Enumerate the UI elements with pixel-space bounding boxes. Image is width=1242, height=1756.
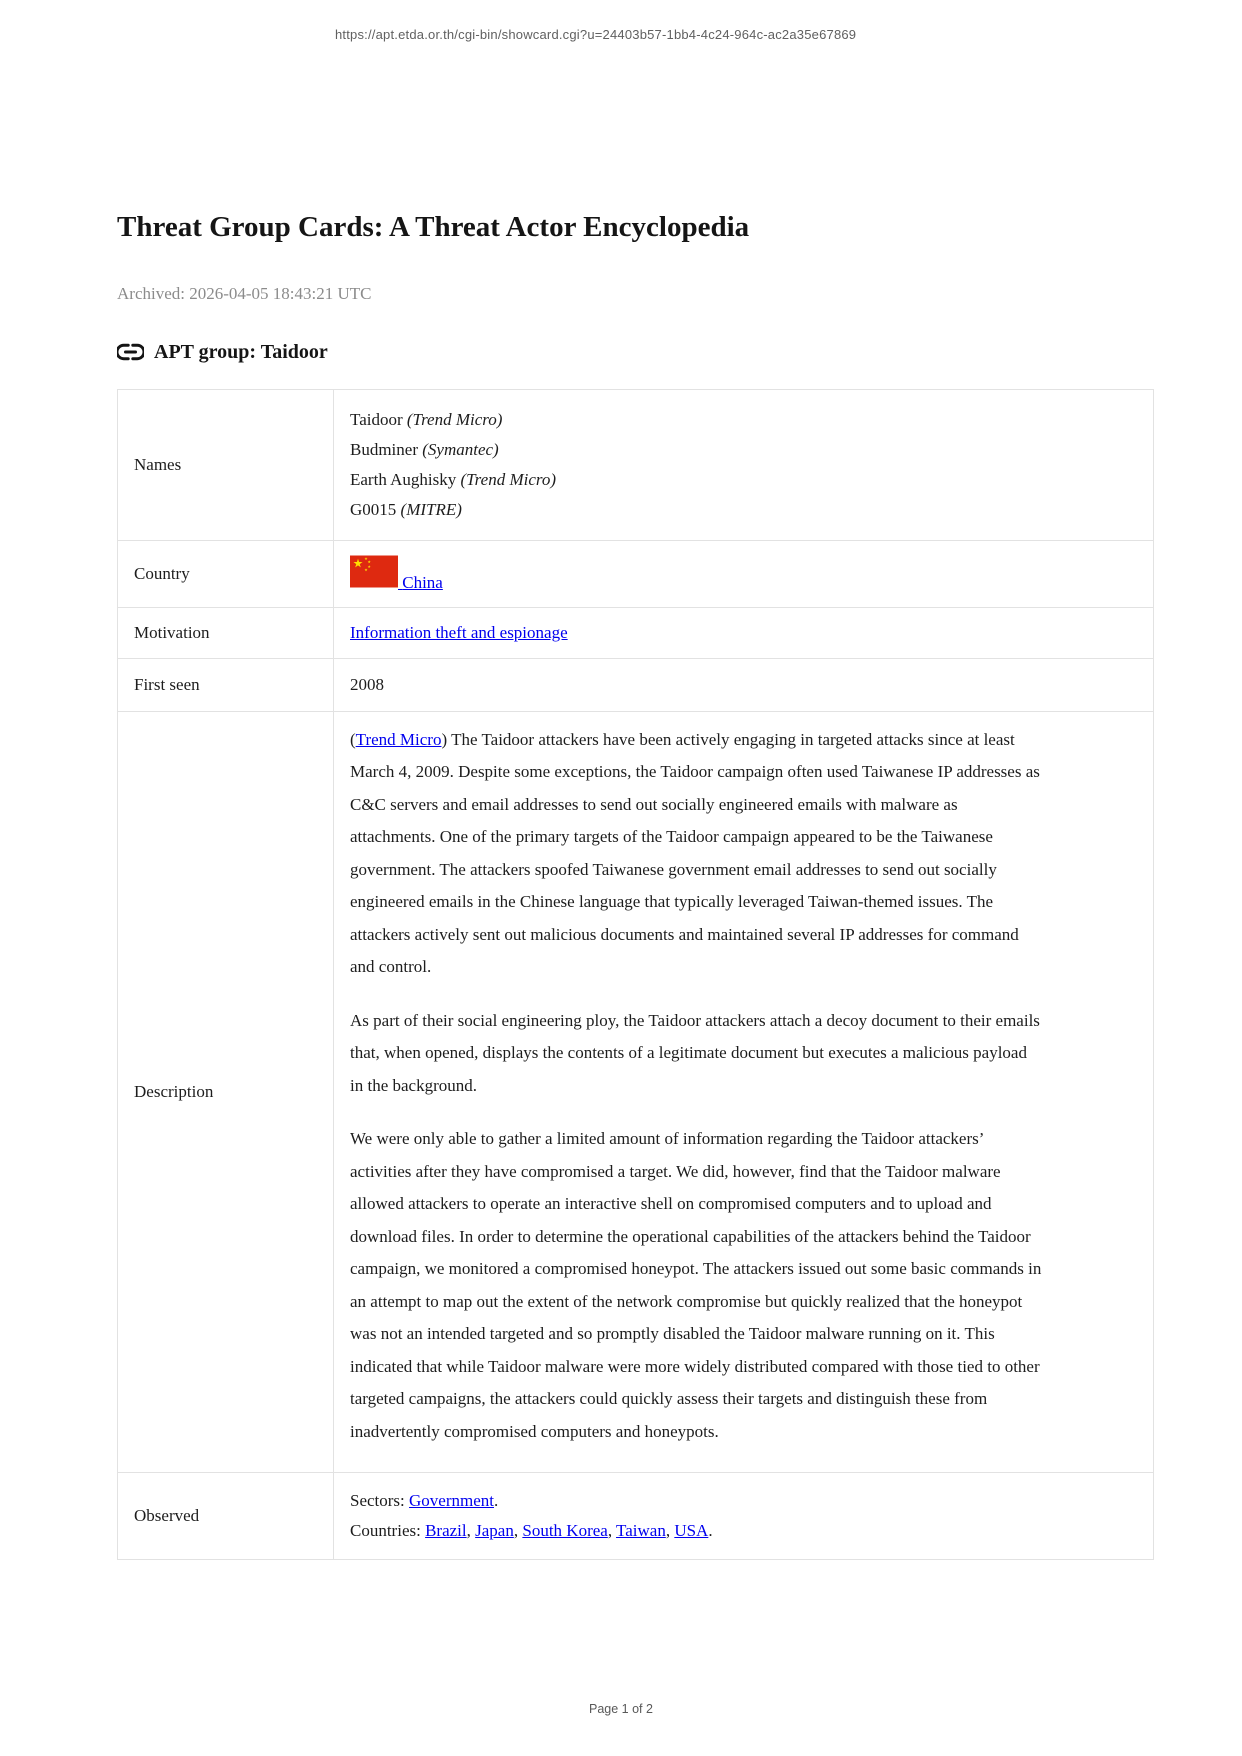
- description-paragraph-1: (Trend Micro) The Taidoor attackers have been actively engaging in targeted attacks since at least March 4, 2009. Despite some exceptions, the Taidoor campaign often used Taiwanese IP addresses as C&C servers and email addresses to send out socially engineered emails with malware as attachments. One of the primary targets of the Taidoor campaign appeared to be the Taiwanese government. The attackers spoofed Taiwanese government email addresses to send out socially engineered emails in the Chinese language that typically leveraged Taiwan-themed issues. The attackers actively sent out malicious documents and maintained several IP addresses for command and control.: [350, 729, 1040, 977]
- first-seen-value: 2008: [334, 658, 1154, 711]
- names-label: Names: [118, 389, 334, 540]
- country-link-brazil[interactable]: Brazil: [425, 1521, 467, 1541]
- country-link-south-korea[interactable]: South Korea: [522, 1521, 608, 1541]
- apt-group-heading: [117, 341, 1154, 364]
- country-link-japan[interactable]: Japan: [475, 1521, 514, 1541]
- description-row: [118, 711, 1154, 1473]
- archived-timestamp: Archived: 2026-04-05 18:43:21 UTC: [117, 283, 372, 303]
- observed-row: [118, 1473, 1154, 1560]
- print-header-url: https://apt.etda.or.th/cgi-bin/showcard.cgi?u=24403b57-1bb4-4c24-964c-ac2a35e67869: [335, 27, 857, 42]
- observed-label: Observed: [118, 1473, 334, 1560]
- observed-countries-line: Countries: Brazil, Japan, South Korea, Taiwan, USA.: [350, 1521, 713, 1541]
- motivation-link[interactable]: Information theft and espionage: [350, 622, 568, 642]
- country-link-taiwan[interactable]: Taiwan: [616, 1521, 666, 1541]
- name-item: G0015 (MITRE): [350, 499, 462, 519]
- country-link[interactable]: China: [350, 555, 443, 593]
- first-seen-label: First seen: [118, 658, 334, 711]
- name-item: Earth Aughisky (Trend Micro): [350, 469, 557, 489]
- description-value-cell: [334, 711, 1154, 1473]
- description-paragraph-2: As part of their social engineering ploy, the Taidoor attackers attach a decoy document to their emails that, when opened, displays the contents of a legitimate document but executes a malicious payload in the background.: [350, 1010, 1040, 1095]
- apt-group-title: APT group: Taidoor: [154, 340, 328, 363]
- observed-sectors-line: Sectors: Government.: [350, 1491, 499, 1511]
- names-row: [118, 389, 1154, 540]
- china-flag-icon: [350, 573, 398, 592]
- description-label: Description: [118, 711, 334, 1473]
- description-paragraph-3: We were only able to gather a limited amount of information regarding the Taidoor attackers’ activities after they have compromised a target. We did, however, find that the Taidoor malware allowed attackers to operate an interactive shell on compromised computers and to upload and download files. In order to determine the operational capabilities of the attackers behind the Taidoor campaign, we monitored a compromised honeypot. The attackers issued out some basic commands in an attempt to map out the extent of the network compromise but quickly realized that the honeypot was not an intended targeted and so promptly disabled the Taidoor malware running on it. This indicated that while Taidoor malware were more widely distributed compared with those tied to other targeted campaigns, the attackers could quickly assess their targets and distinguish these from inadvertently compromised computers and honeypots.: [350, 1129, 1042, 1441]
- observed-value-cell: [334, 1473, 1154, 1560]
- name-item: Taidoor (Trend Micro): [350, 409, 503, 429]
- first-seen-row: [118, 658, 1154, 711]
- country-value-cell: [334, 540, 1154, 607]
- page-title: Threat Group Cards: A Threat Actor Encyclopedia: [117, 211, 750, 243]
- threat-group-card: [117, 389, 1154, 1561]
- trend-micro-link[interactable]: Trend Micro: [355, 729, 442, 749]
- name-item: Budminer (Symantec): [350, 439, 499, 459]
- country-label: Country: [118, 540, 334, 607]
- motivation-value-cell: [334, 607, 1154, 658]
- country-link-usa[interactable]: USA: [674, 1521, 709, 1541]
- link-icon: [117, 342, 144, 362]
- motivation-label: Motivation: [118, 607, 334, 658]
- sector-link-government[interactable]: Government: [409, 1491, 495, 1511]
- names-value-cell: [334, 389, 1154, 540]
- page-footer: Page 1 of 2: [589, 1702, 653, 1716]
- motivation-row: [118, 607, 1154, 658]
- country-row: [118, 540, 1154, 607]
